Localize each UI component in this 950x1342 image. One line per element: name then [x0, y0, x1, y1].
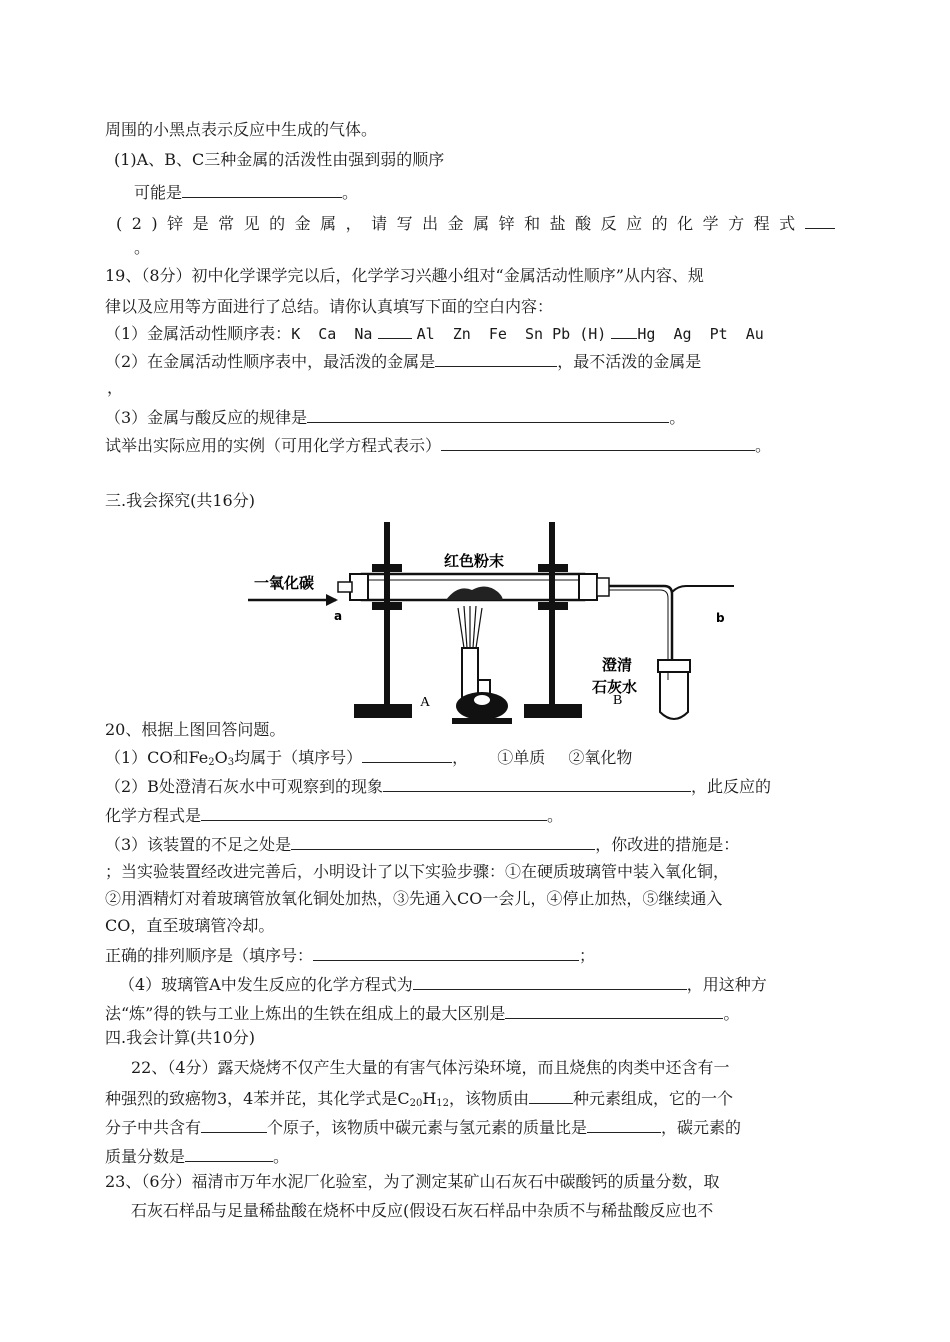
q18-part1-answer-line: [134, 181, 358, 203]
q20-part3-steps-1: ；当实验装置经改进完善后，小明设计了以下实验步骤：①在硬质玻璃管中装入氧化铜，: [105, 862, 730, 881]
stopper-right: [579, 574, 609, 600]
outlet-tube: [672, 586, 734, 592]
alcohol-lamp: [452, 648, 512, 724]
stand-left: [354, 522, 412, 718]
q19-series-a: K Ca Na: [291, 325, 373, 343]
q18-part1-blank[interactable]: [182, 181, 342, 198]
q20-part2-line: [105, 775, 771, 797]
q22-text-a: 种强烈的致癌物3，4苯并芘，其化学式是C: [105, 1089, 410, 1108]
stand-right: [524, 522, 582, 718]
q22-text-b: ，该物质由: [449, 1089, 530, 1108]
q19-part2-line: [105, 350, 701, 372]
q20-part4-text-b: ，用这种方: [686, 975, 767, 994]
q19-series-c: Hg Ag Pt Au: [637, 325, 764, 343]
q19-intro-2: 律以及应用等方面进行了总结。请你认真填写下面的空白内容：: [105, 297, 554, 316]
apparatus-figure: [246, 520, 736, 730]
q20-part2-blank-2[interactable]: [201, 804, 547, 821]
q22-sub1: 20: [409, 1098, 423, 1109]
q20-part1-comma: ，: [452, 748, 469, 767]
q23-line-2: 石灰石样品与足量稀盐酸在烧杯中反应(假设石灰石样品中杂质不与稀盐酸反应也不: [131, 1201, 714, 1220]
co-label: 一氧化碳: [254, 574, 315, 592]
q22-fraction-blank[interactable]: [185, 1145, 273, 1162]
q20-part3-text-a: （3）该装置的不足之处是: [105, 835, 292, 854]
q22-text-f: ，碳元素的: [661, 1118, 742, 1137]
q22-h: H: [422, 1089, 437, 1108]
q19-intro-1: 19、（8分）初中化学课学完以后，化学学习兴趣小组对“金属活动性顺序”从内容、规: [105, 266, 704, 285]
powder-label: 红色粉末: [444, 552, 505, 570]
q19-part1-line: [105, 322, 764, 344]
q20-intro: 20、根据上图回答问题。: [105, 720, 286, 739]
q20-part1-sub1: 2: [208, 757, 215, 768]
q18-part2-line: [116, 212, 835, 234]
q19-series-b: Al Zn Fe Sn Pb (H): [416, 325, 607, 343]
q20-part2-text-a: （2）B处澄清石灰水中可观察到的现象: [105, 777, 383, 796]
q22-line-2: [105, 1087, 733, 1114]
q22-line-3: [105, 1116, 741, 1138]
q20-part3-blank-1[interactable]: [291, 833, 595, 850]
q22-atoms-blank[interactable]: [201, 1116, 267, 1133]
q19-series-blank-2[interactable]: [611, 322, 637, 339]
q19-part3-line: [105, 406, 685, 428]
q20-part4-line-2: [105, 1002, 739, 1024]
q19-series-blank-1[interactable]: [378, 322, 412, 339]
q20-part1-o: O: [214, 748, 228, 767]
q18-part2-text: (2)锌是常见的金属，请写出金属锌和盐酸反应的化学方程式: [116, 214, 805, 233]
q20-option-2: ②氧化物: [568, 748, 633, 767]
q19-part3-end: 。: [669, 408, 686, 427]
q20-part4-line: [119, 973, 767, 995]
q20-part1-blank[interactable]: [362, 746, 452, 763]
section3-heading: 三.我会探究(共16分): [105, 491, 255, 510]
q20-part2-end: 。: [547, 806, 564, 825]
q19-part1-label: （1）金属活动性顺序表：: [105, 324, 292, 343]
q20-part3-line: [105, 833, 739, 855]
q20-part1-line: [105, 746, 632, 773]
q20-part2-text-b: ，此反应的: [690, 777, 771, 796]
q22-sub2: 12: [436, 1098, 450, 1109]
q20-part3-text-b: ，你改进的措施是：: [595, 835, 740, 854]
q19-part2-text-a: （2）在金属活动性顺序表中，最活泼的金属是: [105, 352, 436, 371]
q19-part3-text: （3）金属与酸反应的规律是: [105, 408, 308, 427]
q22-text-g: 质量分数是: [105, 1147, 186, 1166]
limewater-label-1: 澄清: [602, 656, 633, 674]
q22-ratio-blank[interactable]: [587, 1116, 661, 1133]
q20-part1-text-b: 均属于（填序号）: [234, 748, 363, 767]
port-a-label: a: [334, 609, 343, 623]
q20-part2-text-c: 化学方程式是: [105, 806, 202, 825]
q19-part4-text: 试举出实际应用的实例（可用化学方程式表示）: [105, 436, 442, 455]
point-a-label: A: [420, 695, 431, 710]
q19-part4-blank[interactable]: [441, 434, 755, 451]
q18-part2-blank[interactable]: [805, 212, 835, 229]
q19-part2-blank[interactable]: [435, 350, 557, 367]
q19-part2-comma: ，: [107, 378, 124, 397]
q18-part1-text: (1)A、B、C三种金属的活泼性由强到弱的顺序: [114, 150, 445, 169]
q20-part1-text-a: （1）CO和Fe: [105, 748, 209, 767]
flame: [458, 606, 482, 648]
q20-part3-steps-2: ②用酒精灯对着玻璃管放氧化铜处加热，③先通入CO一会儿，④停止加热，⑤继续通入: [105, 889, 723, 908]
apparatus-drawing: [246, 520, 736, 730]
q20-order-end: ；: [579, 946, 596, 965]
q20-part2-eq-line: [105, 804, 563, 826]
q20-part3-steps-3: CO，直至玻璃管冷却。: [105, 916, 275, 935]
q22-text-e: 个原子，该物质中碳元素与氢元素的质量比是: [267, 1118, 588, 1137]
q23-line-1: 23、（6分）福清市万年水泥厂化验室，为了测定某矿山石灰石中碳酸钙的质量分数，取: [105, 1172, 720, 1191]
q22-end: 。: [273, 1147, 290, 1166]
q20-option-1: ①单质: [497, 748, 546, 767]
q18-part1-end: 。: [342, 183, 359, 202]
q20-part4-blank-2[interactable]: [505, 1002, 723, 1019]
q20-part4-end: 。: [723, 1004, 740, 1023]
inlet-arrow: [248, 594, 338, 606]
q20-order-line: [105, 944, 595, 966]
q20-part1-sub2: 3: [227, 757, 235, 768]
q20-part4-blank-1[interactable]: [413, 973, 687, 990]
q22-elements-blank[interactable]: [529, 1087, 573, 1104]
q22-line-4: [105, 1145, 289, 1167]
q18-line0: 周围的小黑点表示反应中生成的气体。: [105, 120, 378, 139]
limewater-label-2: 石灰水: [592, 678, 638, 696]
port-b-label: b: [716, 611, 725, 625]
q22-line-1: 22、（4分）露天烧烤不仅产生大量的有害气体污染环境，而且烧焦的肉类中还含有一: [131, 1058, 730, 1077]
red-powder: [446, 586, 503, 600]
q20-part4-text-a: （4）玻璃管A中发生反应的化学方程式为: [119, 975, 413, 994]
q19-part4-line: [105, 434, 771, 456]
q18-part1-label: 可能是: [134, 183, 183, 202]
q20-part4-text-c: 法“炼”得的铁与工业上炼出的生铁在组成上的最大区别是: [105, 1004, 506, 1023]
q19-part4-end: 。: [755, 436, 772, 455]
q20-order-text: 正确的排列顺序是（填序号：: [105, 946, 314, 965]
stopper-left: [338, 574, 368, 600]
q18-part2-end: 。: [134, 238, 151, 257]
q19-part2-text-b: ，最不活泼的金属是: [557, 352, 702, 371]
q20-part2-blank-1[interactable]: [383, 775, 691, 792]
test-tube: [658, 660, 690, 719]
q20-order-blank[interactable]: [313, 944, 579, 961]
point-b-label: B: [613, 693, 623, 708]
q22-text-c: 种元素组成，它的一个: [573, 1089, 734, 1108]
section4-heading: 四.我会计算(共10分): [105, 1028, 255, 1047]
q19-part3-blank[interactable]: [307, 406, 669, 423]
q22-text-d: 分子中共含有: [105, 1118, 202, 1137]
